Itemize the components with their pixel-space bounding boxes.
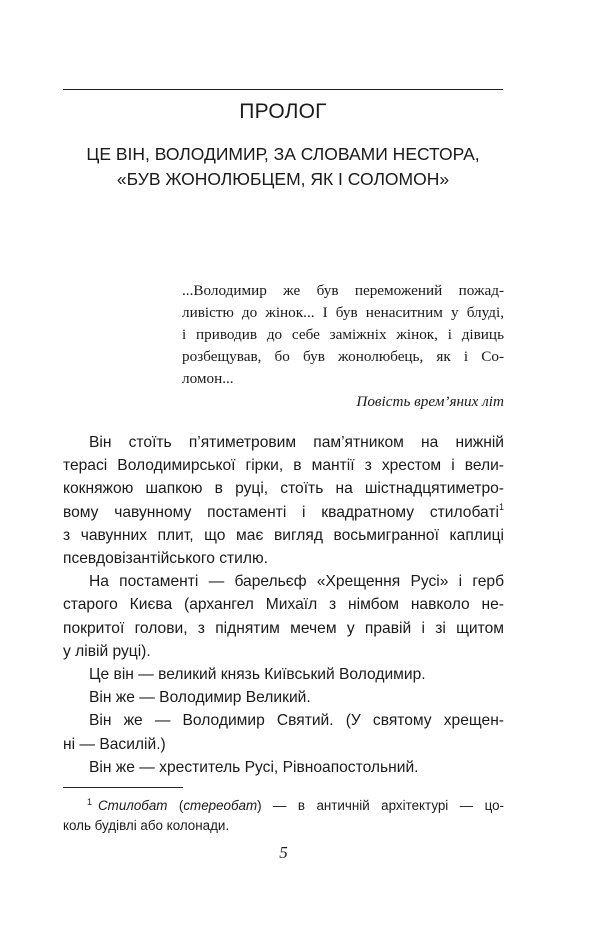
epigraph-line: і приводив до себе заміжніх жінок, і дівиць — [182, 326, 504, 343]
epigraph-line: ...Володимир же був переможений пожад- — [182, 282, 504, 299]
top-rule — [63, 89, 503, 90]
subtitle-line: ЦЕ ВІН, ВОЛОДИМИР, ЗА СЛОВАМИ НЕСТОРА, — [86, 144, 480, 164]
chapter-subtitle — [63, 142, 503, 192]
paragraph-line: у лівій руці). — [63, 642, 151, 660]
footnote-text: — в античній архітектурі — цо- — [261, 798, 505, 813]
epigraph-line: ломон... — [182, 370, 234, 387]
epigraph — [182, 280, 504, 413]
paragraph-line: Він же — хреститель Русі, Рівноапостольний. — [89, 758, 419, 776]
paragraph-line: Він же — Володимир Святий. (У святому хрещен- — [89, 712, 504, 730]
footnote-term: Стилобат — [98, 798, 168, 813]
footnote — [63, 796, 504, 836]
paragraph-line-text: вому чавунному постаменті і квадратному стилобаті — [63, 503, 499, 521]
body-text — [63, 431, 504, 779]
paragraph-line: ні — Василій.) — [63, 735, 166, 753]
paragraph-line: На постаменті — барельєф «Хрещення Русі» і герб — [89, 573, 504, 591]
paragraph-line: псевдовізантійського стилю. — [63, 550, 269, 568]
paragraph-line: з чавунних плит, що має вигляд восьмигранної каплиці — [63, 526, 504, 544]
footnote-rule — [63, 787, 183, 788]
paragraph-line: Це він — великий князь Київський Володимир. — [89, 666, 426, 684]
section-title: ПРОЛОГ — [239, 100, 327, 123]
paragraph-line — [63, 501, 504, 524]
paragraph-line: кокняжою шапкою в руці, стоїть на шістнадцятиметро- — [63, 480, 504, 498]
paragraph-line: покритої голови, з піднятим мечем у правій і зі щитом — [63, 619, 504, 637]
epigraph-line: розбещував, бо був жонолюбець, як і Со- — [182, 348, 504, 365]
epigraph-line: ливістю до жінок... І був ненаситним у блуді, — [182, 304, 504, 321]
paragraph-line: Він стоїть п’ятиметровим пам’ятником на нижній — [89, 434, 504, 451]
paragraph-line: терасі Володимирської гірки, в мантії з хрестом і вели- — [63, 457, 504, 475]
footnote-term-alt: стереобат — [183, 798, 258, 813]
footnote-mark: 1 — [87, 797, 93, 807]
paragraph-line: старого Києва (архангел Михаїл з німбом навколо не- — [63, 596, 504, 614]
subtitle-line: «БУВ ЖОНОЛЮБЦЕМ, ЯК І СОЛОМОН» — [116, 169, 450, 189]
paragraph-line: Він же — Володимир Великий. — [89, 689, 311, 707]
page-number: 5 — [279, 843, 288, 862]
footnote-line: $^1$ Стилобат (стереобат) — в античній архітектурі — цо- — [87, 797, 505, 813]
epigraph-source: Повість врем’яних літ — [356, 393, 504, 410]
footnote-reference[interactable]: 1 — [498, 501, 504, 512]
footnote-line: коль будівлі або колонади. — [63, 818, 230, 833]
